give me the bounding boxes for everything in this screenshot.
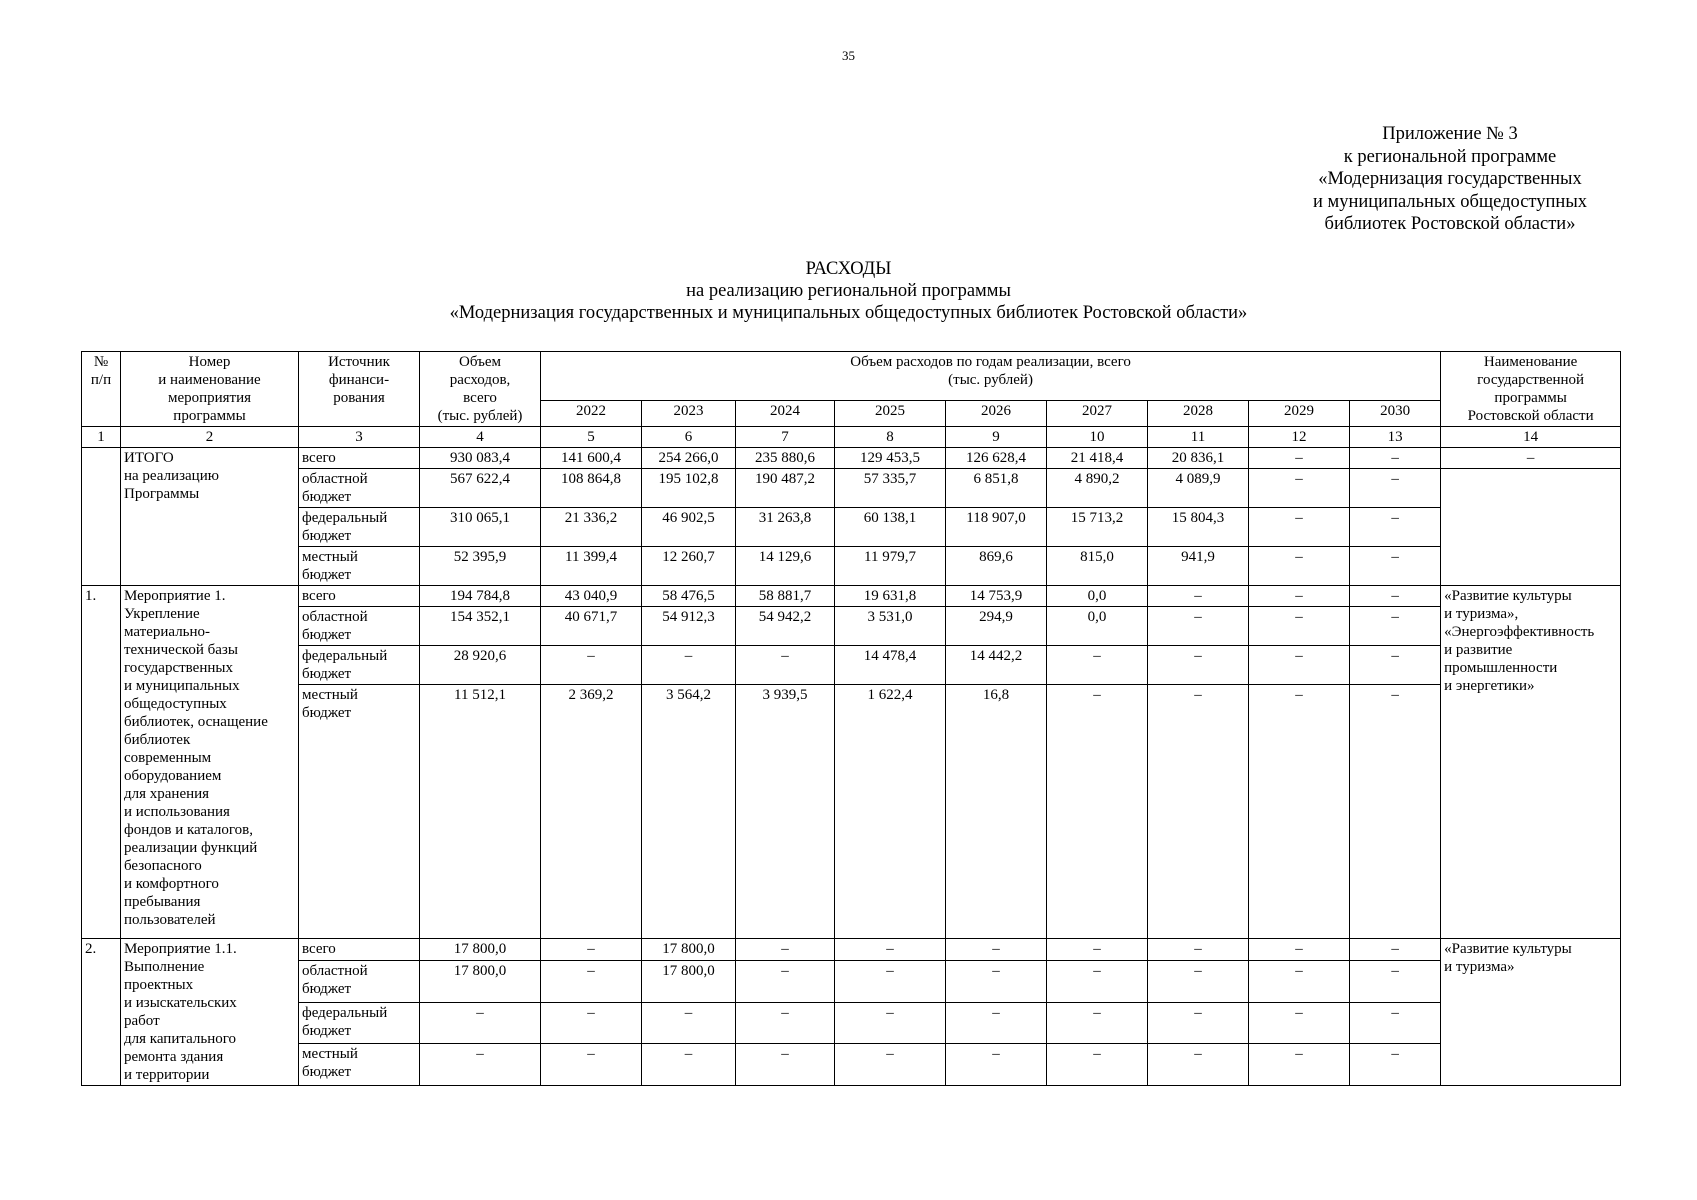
year-amount: – (1249, 607, 1350, 646)
column-numbers-row (82, 427, 1621, 448)
year-amount: 141 600,4 (541, 448, 642, 469)
appendix-line: Приложение № 3 (1382, 124, 1518, 144)
year-amount: – (1249, 939, 1350, 961)
table-row (82, 469, 1621, 508)
year-amount: – (1148, 1002, 1249, 1044)
activity-name: Мероприятие 1. Укрепление материально- технической базы государственных и муниципальных общедоступных библиотек, оснащение библиотек современным оборудованием для хранения и использования фондов и каталогов, реализации функций безопасного и комфортного пребывания пользователей (121, 586, 299, 939)
year-amount: – (541, 961, 642, 1003)
year-amount: 2 369,2 (541, 685, 642, 939)
document-title: РАСХОДЫ (805, 259, 892, 279)
year-amount: 129 453,5 (835, 448, 946, 469)
year-amount: – (946, 939, 1047, 961)
table-row (82, 646, 1621, 685)
year-amount: 16,8 (946, 685, 1047, 939)
appendix-line: к региональной программе (1343, 146, 1557, 167)
year-amount: – (1249, 685, 1350, 939)
year-amount: – (835, 1002, 946, 1044)
total-amount: 567 622,4 (420, 469, 541, 508)
year-amount: 19 631,8 (835, 586, 946, 607)
year-amount: – (1249, 646, 1350, 685)
year-amount: – (1249, 469, 1350, 508)
total-amount: – (420, 1002, 541, 1044)
year-amount: – (1047, 1044, 1148, 1086)
year-amount: – (1350, 448, 1441, 469)
total-amount: 52 395,9 (420, 547, 541, 586)
funding-source: областной бюджет (299, 961, 420, 1003)
header-year: 2030 (1350, 400, 1441, 426)
total-amount: 28 920,6 (420, 646, 541, 685)
year-amount: 54 912,3 (642, 607, 736, 646)
year-amount: – (541, 939, 642, 961)
column-number: 6 (642, 427, 736, 448)
year-amount: – (1249, 586, 1350, 607)
header-source: Источник финанси- рования (299, 352, 420, 427)
column-number: 12 (1249, 427, 1350, 448)
year-amount: – (835, 939, 946, 961)
year-amount: – (736, 1002, 835, 1044)
table-row (82, 1044, 1621, 1086)
appendix-line: «Модернизация государственных (1318, 169, 1582, 189)
year-amount: – (736, 646, 835, 685)
year-amount: 3 531,0 (835, 607, 946, 646)
year-amount: – (736, 939, 835, 961)
funding-source: всего (299, 448, 420, 469)
year-amount: – (835, 961, 946, 1003)
year-amount: – (642, 1002, 736, 1044)
state-program-name: «Развитие культуры и туризма», «Энергоэффективность и развитие промышленности и энергетики» (1441, 586, 1621, 939)
document-heading (0, 258, 1697, 324)
funding-source: местный бюджет (299, 685, 420, 939)
year-amount: – (1249, 1044, 1350, 1086)
column-number: 11 (1148, 427, 1249, 448)
funding-source: областной бюджет (299, 607, 420, 646)
funding-source: местный бюджет (299, 1044, 420, 1086)
year-amount: 46 902,5 (642, 508, 736, 547)
program-name: «Модернизация государственных и муниципальных общедоступных библиотек Ростовской области» (449, 303, 1248, 323)
funding-source: федеральный бюджет (299, 508, 420, 547)
table-body (82, 427, 1621, 1086)
year-amount: 869,6 (946, 547, 1047, 586)
year-amount: 815,0 (1047, 547, 1148, 586)
year-amount: 20 836,1 (1148, 448, 1249, 469)
year-amount: 57 335,7 (835, 469, 946, 508)
total-amount: 17 800,0 (420, 961, 541, 1003)
year-amount: 4 890,2 (1047, 469, 1148, 508)
year-amount: – (541, 1002, 642, 1044)
year-amount: – (1249, 1002, 1350, 1044)
table-header (82, 352, 1621, 427)
year-amount: – (946, 1002, 1047, 1044)
header-year: 2024 (736, 400, 835, 426)
year-amount: – (1350, 469, 1441, 508)
year-amount: 0,0 (1047, 586, 1148, 607)
header-years-group: Объем расходов по годам реализации, всего (тыс. рублей) (541, 352, 1441, 401)
header-num: № п/п (82, 352, 121, 427)
year-amount: – (642, 1044, 736, 1086)
header-year: 2027 (1047, 400, 1148, 426)
table-row (82, 508, 1621, 547)
funding-source: областной бюджет (299, 469, 420, 508)
year-amount: – (1350, 547, 1441, 586)
year-amount: – (736, 1044, 835, 1086)
year-amount: – (1047, 646, 1148, 685)
page-number: 35 (842, 48, 855, 63)
column-number: 5 (541, 427, 642, 448)
activity-name: ИТОГО на реализацию Программы (121, 448, 299, 586)
year-amount: – (1249, 508, 1350, 547)
expenses-table (81, 351, 1621, 1086)
year-amount: 40 671,7 (541, 607, 642, 646)
column-number: 14 (1441, 427, 1621, 448)
year-amount: 12 260,7 (642, 547, 736, 586)
year-amount: 254 266,0 (642, 448, 736, 469)
total-amount: 154 352,1 (420, 607, 541, 646)
year-amount: – (1249, 448, 1350, 469)
year-amount: 54 942,2 (736, 607, 835, 646)
year-amount: 14 129,6 (736, 547, 835, 586)
table-row (82, 586, 1621, 607)
column-number: 1 (82, 427, 121, 448)
year-amount: – (1047, 961, 1148, 1003)
appendix-line: библиотек Ростовской области» (1324, 214, 1576, 234)
table-row (82, 1002, 1621, 1044)
year-amount: 235 880,6 (736, 448, 835, 469)
year-amount: 3 564,2 (642, 685, 736, 939)
year-amount: 17 800,0 (642, 939, 736, 961)
year-amount: 60 138,1 (835, 508, 946, 547)
year-amount: 58 476,5 (642, 586, 736, 607)
year-amount: – (835, 1044, 946, 1086)
year-amount: 294,9 (946, 607, 1047, 646)
year-amount: – (1148, 586, 1249, 607)
year-amount: 1 622,4 (835, 685, 946, 939)
year-amount: 15 804,3 (1148, 508, 1249, 547)
year-amount: – (1148, 646, 1249, 685)
row-number (82, 448, 121, 586)
year-amount: – (1350, 939, 1441, 961)
document-subtitle: на реализацию региональной программы (686, 281, 1011, 301)
column-number: 4 (420, 427, 541, 448)
year-amount: – (541, 1044, 642, 1086)
activity-name: Мероприятие 1.1. Выполнение проектных и изыскательских работ для капитального ремонта здания и территории (121, 939, 299, 1086)
column-number: 8 (835, 427, 946, 448)
year-amount: – (1350, 646, 1441, 685)
funding-source: федеральный бюджет (299, 646, 420, 685)
year-amount: – (1047, 939, 1148, 961)
column-number: 10 (1047, 427, 1148, 448)
header-total: Объем расходов, всего (тыс. рублей) (420, 352, 541, 427)
year-amount: – (1148, 607, 1249, 646)
state-program-name: «Развитие культуры и туризма» (1441, 939, 1621, 1086)
funding-source: всего (299, 939, 420, 961)
total-amount: 310 065,1 (420, 508, 541, 547)
year-amount: – (1148, 939, 1249, 961)
funding-source: всего (299, 586, 420, 607)
year-amount: – (1148, 961, 1249, 1003)
total-amount: 930 083,4 (420, 448, 541, 469)
appendix-note (1260, 123, 1640, 236)
total-amount: 194 784,8 (420, 586, 541, 607)
year-amount: – (1249, 961, 1350, 1003)
year-amount: – (1350, 685, 1441, 939)
header-year: 2028 (1148, 400, 1249, 426)
funding-source: федеральный бюджет (299, 1002, 420, 1044)
table-row (82, 939, 1621, 961)
header-year: 2025 (835, 400, 946, 426)
year-amount: 14 442,2 (946, 646, 1047, 685)
year-amount: – (1350, 607, 1441, 646)
year-amount: 58 881,7 (736, 586, 835, 607)
total-amount: 11 512,1 (420, 685, 541, 939)
column-number: 7 (736, 427, 835, 448)
year-amount: – (946, 1044, 1047, 1086)
year-amount: 11 399,4 (541, 547, 642, 586)
year-amount: 195 102,8 (642, 469, 736, 508)
year-amount: – (1148, 685, 1249, 939)
row-number: 2. (82, 939, 121, 1086)
year-amount: 21 418,4 (1047, 448, 1148, 469)
year-amount: – (1249, 547, 1350, 586)
year-amount: 941,9 (1148, 547, 1249, 586)
appendix-line: и муниципальных общедоступных (1312, 191, 1587, 212)
table-row (82, 448, 1621, 469)
year-amount: – (946, 961, 1047, 1003)
column-number: 3 (299, 427, 420, 448)
year-amount: – (736, 961, 835, 1003)
year-amount: 0,0 (1047, 607, 1148, 646)
year-amount: – (1047, 685, 1148, 939)
state-program-empty (1441, 469, 1621, 586)
year-amount: 17 800,0 (642, 961, 736, 1003)
year-amount: – (1350, 586, 1441, 607)
table-row (82, 961, 1621, 1003)
year-amount: – (1350, 508, 1441, 547)
header-year: 2026 (946, 400, 1047, 426)
year-amount: – (1350, 961, 1441, 1003)
header-year: 2029 (1249, 400, 1350, 426)
year-amount: 15 713,2 (1047, 508, 1148, 547)
year-amount: 14 753,9 (946, 586, 1047, 607)
header-year: 2023 (642, 400, 736, 426)
year-amount: 21 336,2 (541, 508, 642, 547)
year-amount: – (1350, 1002, 1441, 1044)
header-program: Наименование государственной программы Ростовской области (1441, 352, 1621, 427)
header-year: 2022 (541, 400, 642, 426)
year-amount: 14 478,4 (835, 646, 946, 685)
table-row (82, 685, 1621, 939)
column-number: 2 (121, 427, 299, 448)
year-amount: 6 851,8 (946, 469, 1047, 508)
column-number: 13 (1350, 427, 1441, 448)
column-number: 9 (946, 427, 1047, 448)
table-row (82, 547, 1621, 586)
state-program-name: – (1441, 448, 1621, 469)
year-amount: – (541, 646, 642, 685)
year-amount: 190 487,2 (736, 469, 835, 508)
year-amount: 43 040,9 (541, 586, 642, 607)
year-amount: 118 907,0 (946, 508, 1047, 547)
row-number: 1. (82, 586, 121, 939)
table-row (82, 607, 1621, 646)
year-amount: 126 628,4 (946, 448, 1047, 469)
year-amount: 4 089,9 (1148, 469, 1249, 508)
year-amount: – (1148, 1044, 1249, 1086)
year-amount: 108 864,8 (541, 469, 642, 508)
total-amount: – (420, 1044, 541, 1086)
header-name: Номер и наименование мероприятия программы (121, 352, 299, 427)
year-amount: – (1350, 1044, 1441, 1086)
year-amount: 31 263,8 (736, 508, 835, 547)
year-amount: 11 979,7 (835, 547, 946, 586)
year-amount: 3 939,5 (736, 685, 835, 939)
total-amount: 17 800,0 (420, 939, 541, 961)
funding-source: местный бюджет (299, 547, 420, 586)
year-amount: – (1047, 1002, 1148, 1044)
year-amount: – (642, 646, 736, 685)
